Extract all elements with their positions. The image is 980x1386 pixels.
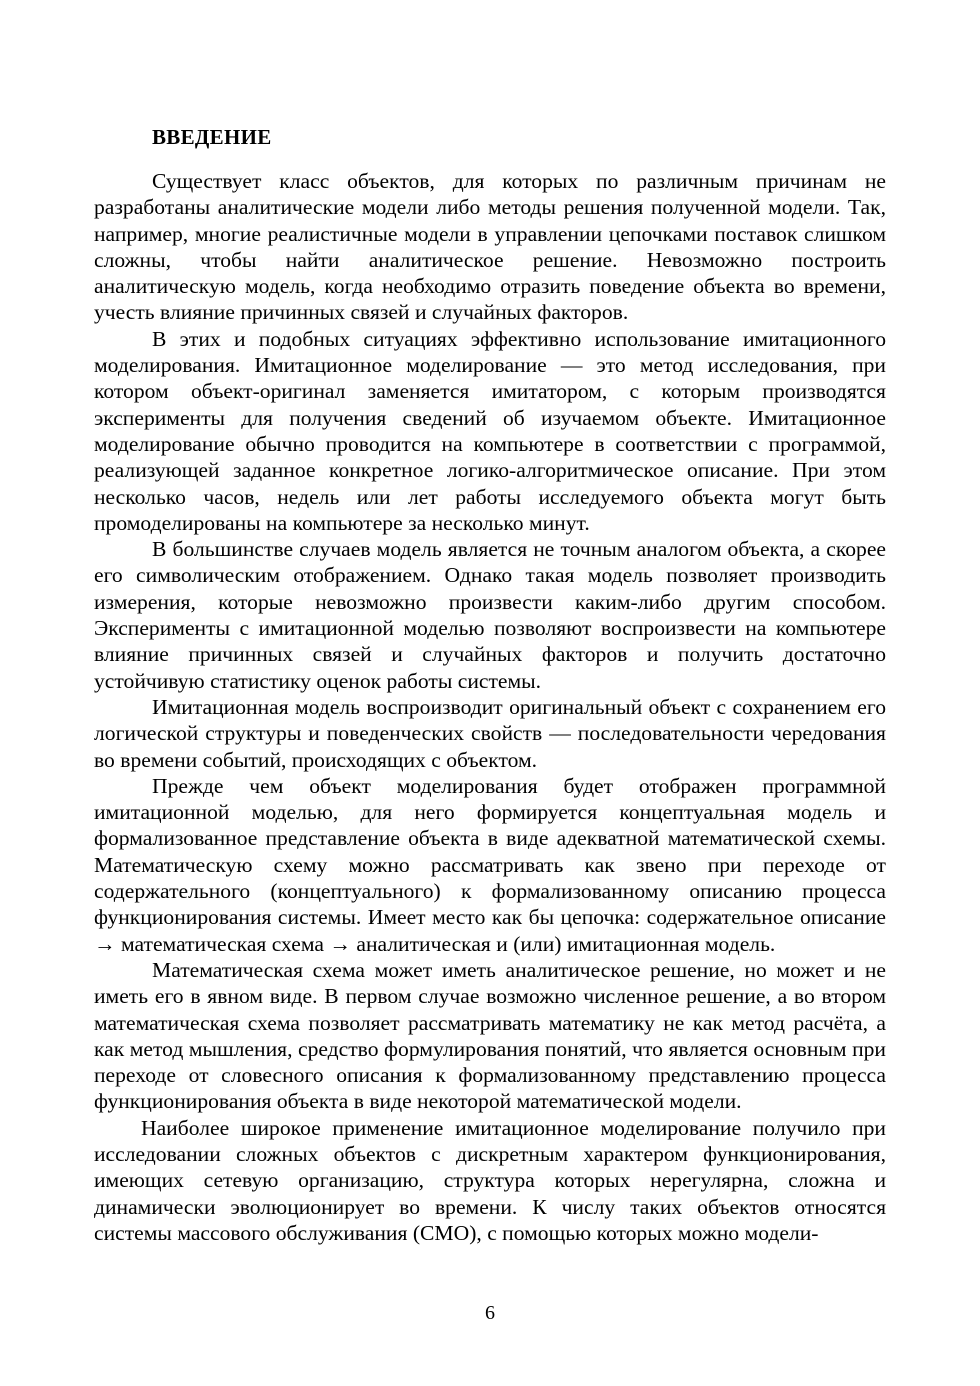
paragraph: Существует класс объектов, для которых по различным причинам не разработаны аналитические модели либо методы решения полученной модели. Так, например, многие реалистичные модели в управлении цепочками поставок слишком сложны, чтобы найти аналитическое решение. Невозможно построить аналитическую модель, когда необходимо отразить поведение объекта во времени, учесть влияние причинных связей и случайных факторов. bbox=[94, 169, 886, 325]
section-heading: ВВЕДЕНИЕ bbox=[152, 125, 272, 149]
paragraph: Прежде чем объект моделирования будет отображен программной имитационной моделью, для него формируется концептуальная модель и формализованное представление объекта в виде адекватной математической схемы. Математическую схему можно рассматривать как звено при переходе от содержательного (концептуального) к формализованному описанию процесса функционирования системы. Имеет место как бы цепочка: содержательное описание → математическая схема → аналитическая и (или) имитационная модель. bbox=[94, 773, 886, 956]
paragraph: Математическая схема может иметь аналитическое решение, но может и не иметь его в явном виде. В первом случае возможно численное решение, а во втором математическая схема позволяет рассматривать математику не как метод расчёта, а как метод мышления, средство формулирования понятий, что является основным при переходе от словесного описания к формализованному представлению процесса функционирования объекта в виде некоторой математической модели. bbox=[94, 957, 886, 1114]
paragraph: В этих и подобных ситуациях эффективно использование имитационного моделирования. Имитационное моделирование — это метод исследования, при котором объект-оригинал заменяется имитатором, с которым производятся эксперименты для получения сведений об изучаемом объекте. Имитационное моделирование обычно проводится на компьютере в соответствии с программой, реализующей заданное конкретное логико-алгоритмическое описание. При этом несколько часов, недель или лет работы исследуемого объекта могут быть промоделированы на компьютере за несколько минут. bbox=[94, 326, 886, 535]
body-text bbox=[94, 168, 886, 1246]
paragraph: Имитационная модель воспроизводит оригинальный объект с сохранением его логической структуры и поведенческих свойств — последовательности чередования во времени событий, происходящих с объектом. bbox=[94, 694, 886, 772]
paragraph: В большинстве случаев модель является не точным аналогом объекта, а скорее его символическим отображением. Однако такая модель позволяет производить измерения, которые невозможно произвести каким-либо другим способом. Эксперименты с имитационной моделью позволяют воспроизвести на компьютере влияние причинных связей и случайных факторов и получить достаточно устойчивую статистику оценок работы системы. bbox=[94, 537, 886, 693]
paragraph: Наиболее широкое применение имитационное моделирование получило при исследовании сложных объектов с дискретным характером функционирования, имеющих сетевую организацию, структура которых нерегулярна, сложна и динамически эволюционирует во времени. К числу таких объектов относятся системы массового обслуживания (СМО), с помощью которых можно модели- bbox=[94, 1115, 886, 1245]
page-number: 6 bbox=[485, 1302, 495, 1324]
